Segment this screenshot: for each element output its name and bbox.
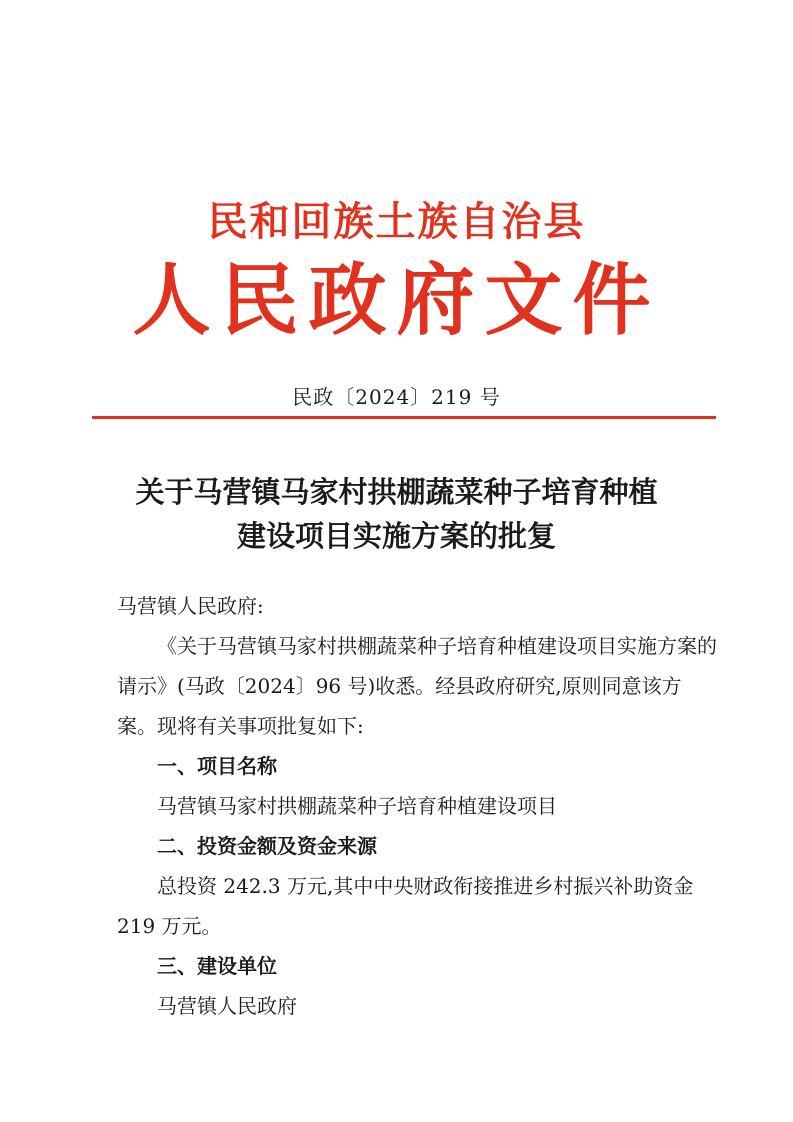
issuer-name: 民和回族土族自治县 [207, 198, 586, 245]
section-heading-project-name: 一、项目名称 [157, 754, 277, 778]
section-content-construction-unit: 马营镇人民政府 [157, 994, 297, 1018]
salutation: 马营镇人民政府: [117, 594, 264, 618]
section-content-investment: 总投资 242.3 万元,其中中央财政衔接推进乡村振兴补助资金 219 万元。 [117, 874, 694, 938]
section-heading-investment: 二、投资金额及资金来源 [157, 834, 377, 858]
document-type-heading: 人民政府文件 [132, 255, 661, 346]
document-number: 民政〔2024〕219 号 [292, 385, 501, 409]
section-content-project-name: 马营镇马家村拱棚蔬菜种子培育种植建设项目 [157, 794, 557, 818]
red-divider-line [92, 416, 716, 419]
title-line-2: 建设项目实施方案的批复 [236, 519, 556, 553]
section-heading-construction-unit: 三、建设单位 [157, 954, 277, 978]
document-body [117, 586, 717, 1026]
title-line-1: 关于马营镇马家村拱棚蔬菜种子培育种植 [135, 475, 658, 509]
document-title [0, 470, 793, 558]
intro-paragraph: 《关于马营镇马家村拱棚蔬菜种子培育种植建设项目实施方案的请示》(马政〔2024〕96 号)收悉。经县政府研究,原则同意该方案。现将有关事项批复如下: [117, 634, 717, 738]
